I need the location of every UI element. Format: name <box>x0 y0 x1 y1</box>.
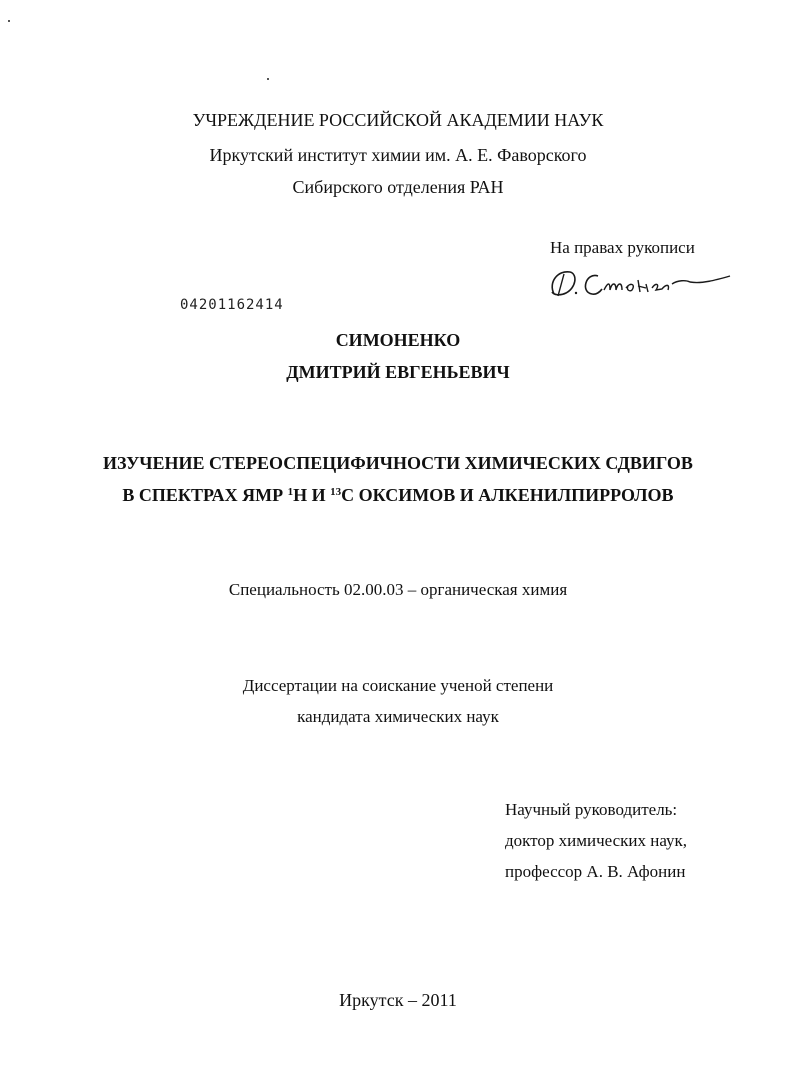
degree-line1: Диссертации на соискание ученой степени <box>242 676 554 695</box>
title-superscript: 13 <box>330 486 342 498</box>
institution-name: УЧРЕЖДЕНИЕ РОССИЙСКОЙ АКАДЕМИИ НАУК <box>192 110 604 130</box>
title-part: В СПЕКТРАХ ЯМР <box>122 485 288 505</box>
supervisor-degree: доктор химических наук, <box>505 831 688 850</box>
title-part: Н И <box>293 485 331 505</box>
thesis-title-line1: ИЗУЧЕНИЕ СТЕРЕОСПЕЦИФИЧНОСТИ ХИМИЧЕСКИХ СДВИГОВ <box>103 453 693 473</box>
author-given-names: ДМИТРИЙ ЕВГЕНЬЕВИЧ <box>286 362 510 382</box>
archive-code: 04201162414 <box>180 297 284 313</box>
scan-speck <box>267 78 269 80</box>
thesis-title-line2 <box>0 485 796 506</box>
title-part: С ОКСИМОВ И АЛКЕНИЛПИРРОЛОВ <box>341 485 674 505</box>
signature-text: Д. Симоненко <box>540 262 546 263</box>
author-surname: СИМОНЕНКО <box>335 330 461 350</box>
title-superscript: 1 <box>287 486 294 498</box>
footer-city-year: Иркутск – 2011 <box>339 990 457 1010</box>
manuscript-note: На правах рукописи <box>550 238 695 257</box>
scan-speck <box>8 20 10 22</box>
degree-line2: кандидата химических наук <box>297 707 499 726</box>
institute-name: Иркутский институт химии им. А. Е. Фаворского <box>209 145 587 165</box>
specialty: Специальность 02.00.03 – органическая химия <box>228 580 568 599</box>
supervisor-name: профессор А. В. Афонин <box>505 862 686 881</box>
branch-name: Сибирского отделения РАН <box>292 177 504 197</box>
signature <box>540 262 740 304</box>
supervisor-label: Научный руководитель: <box>505 800 678 819</box>
